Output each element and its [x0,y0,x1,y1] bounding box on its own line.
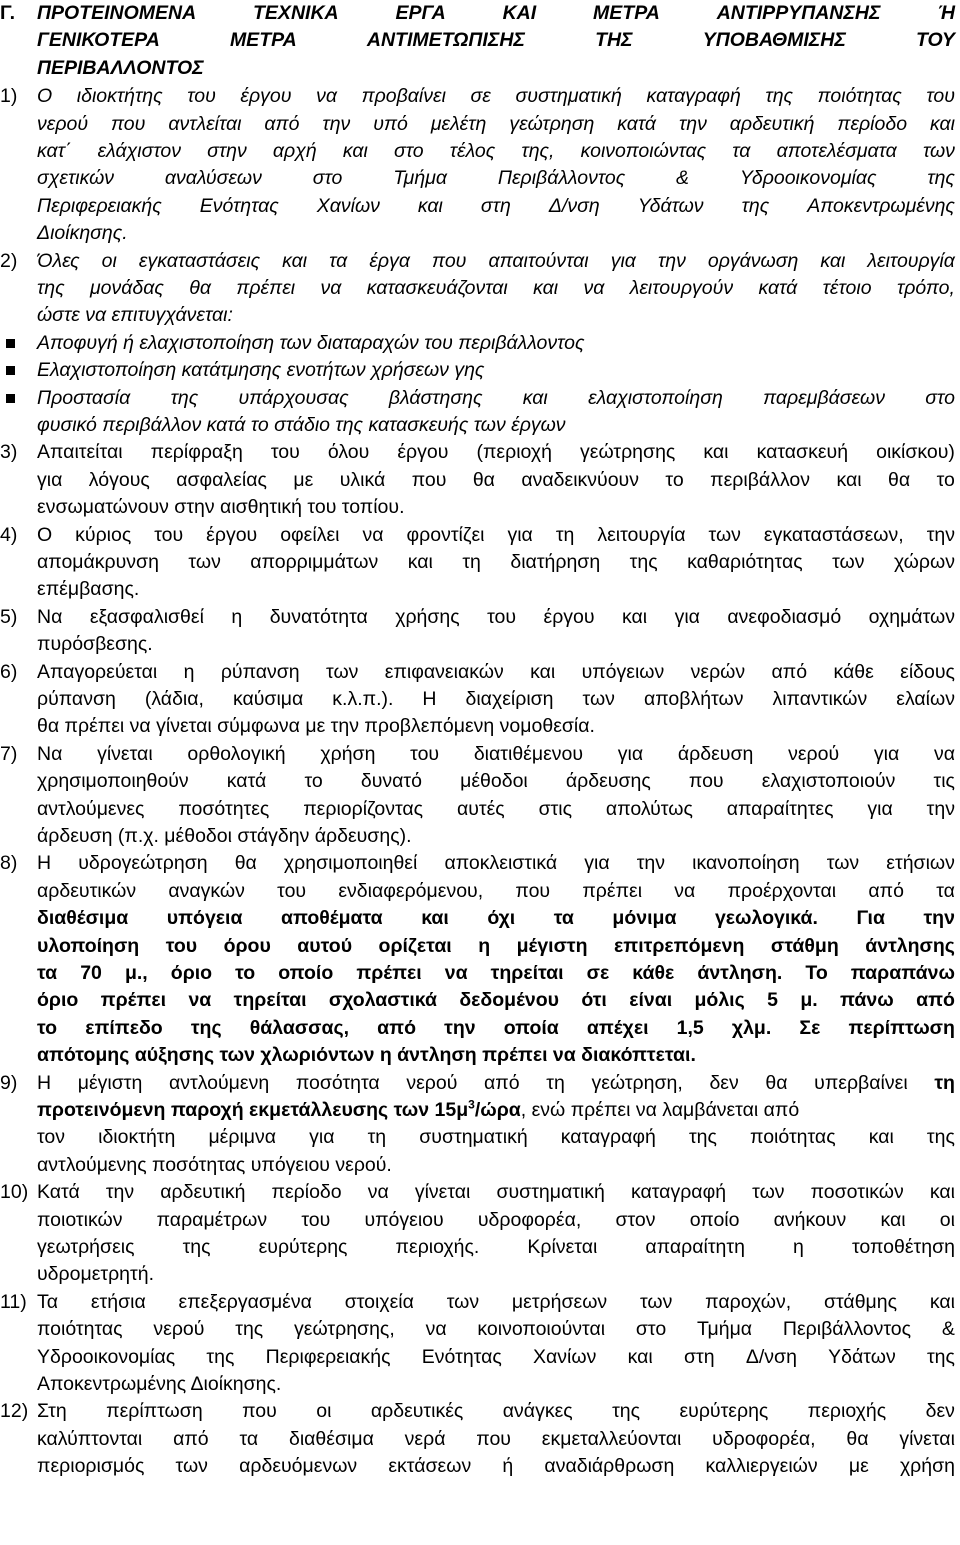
item-text-line: γεωτρήσεις της ευρύτερης περιοχής. Κρίνεται απαραίτητη η τοποθέτηση [37,1236,955,1258]
item-text-line: Περιφερειακής Ενότητας Χανίων και στη Δ/νση Υδάτων της Αποκεντρωμένης [37,194,955,217]
section-title-line: ΓΕΝΙΚΟΤΕΡΑ ΜΕΤΡΑ ΑΝΤΙΜΕΤΩΠΙΣΗΣ ΤΗΣ ΥΠΟΒΑΘΜΙΣΗΣ ΤΟΥ [37,29,955,52]
item-text-line: απομάκρυνση των απορριμμάτων και τη διατήρηση της καθαριότητας των χώρων [37,551,955,573]
bullet-icon [6,339,15,348]
item-text-line: επέμβασης. [37,578,140,601]
item-number: 9) [0,1071,18,1094]
item-number: 12) [0,1400,29,1423]
item-text-line: Τα ετήσια επεξεργασμένα στοιχεία των μετρήσεων των παροχών, στάθμης και [37,1290,955,1313]
item-text-line: τα 70 μ., όριο το οποίο πρέπει να τηρείται σε κάθε άντληση. Το παραπάνω [37,962,955,984]
item-text-line: ώστε να επιτυγχάνεται: [37,304,233,327]
item-text-line: αρδευτικών αναγκών του ενδιαφερόμενου, που πρέπει να προέρχονται από τα [37,879,955,902]
item-text-line: υδρομετρητή. [37,1263,154,1286]
item-number: 3) [0,441,18,464]
bullet-text: Ελαχιστοποίηση κατάτμησης ενοτήτων χρήσεων γης [37,359,485,382]
bullet-icon [6,394,15,403]
item-text-line: προτεινόμενη παροχή εκμετάλλευσης των $15\mu^3$/ώρα, ενώ πρέπει να λαμβάνεται από [37,1097,800,1121]
bullet-text: φυσικό περιβάλλον κατά το στάδιο της κατασκευής των έργων [37,414,566,436]
item-text-line: περιορισμός των αρδευόμενων εκτάσεων ή αναδιάρθρωση καλλιεργειών με χρήση [37,1455,955,1478]
item-number: 1) [0,85,18,108]
item-text-line: ενσωματώνουν στην αισθητική του τοπίου. [37,496,405,519]
item-text-line: αντλούμενης ποσότητας υπόγειου νερού. [37,1153,392,1176]
item-number: 5) [0,605,18,628]
item-text-line: Απαιτείται περίφραξη του όλου έργου (περιοχή γεώτρησης και κατασκευή οικίσκου) [37,441,955,464]
bullet-text: Προστασία της υπάρχουσας βλάστησης και ελαχιστοποίηση παρεμβάσεων στο [37,386,955,409]
item-number: 10) [0,1181,29,1204]
item-text-line: όριο πρέπει να τηρείται σχολαστικά δεδομένου ότι είναι μόλις 5 μ. πάνω από [37,989,955,1012]
item-text-line: Να εξασφαλισθεί η δυνατότητα χρήσης του έργου και για ανεφοδιασμό οχημάτων [37,605,955,628]
item-text-line: Η μέγιστη αντλούμενη ποσότητα νερού από τη γεώτρηση, δεν θα υπερβαίνει τη [37,1071,955,1094]
item-text-line: ποιότητας νερού της γεώτρησης, να κοινοποιούνται στο Τμήμα Περιβάλλοντος & [37,1318,955,1341]
section-title-line: ΠΕΡΙΒΑΛΛΟΝΤΟΣ [37,56,204,79]
item-text-line: ρύπανση (λάδια, καύσιμα κ.λ.π.). Η διαχείριση των αποβλήτων λιπαντικών ελαίων [37,688,955,710]
bullet-text: Αποφυγή ή ελαχιστοποίηση των διαταραχών του περιβάλλοντος [37,331,585,354]
item-text-line: Ο κύριος του έργου οφείλει να φροντίζει για τη λειτουργία των εγκαταστάσεων, την [37,523,955,546]
item-number: 11) [0,1290,27,1313]
item-text-line: της μονάδας θα πρέπει να κατασκευάζονται και να λειτουργούν κατά τέτοιο τρόπο, [37,277,955,299]
section-title-line: ΠΡΟΤΕΙΝΟΜΕΝΑ ΤΕΧΝΙΚΑ ΕΡΓΑ ΚΑΙ ΜΕΤΡΑ ΑΝΤΙΡΡΥΠΑΝΣΗΣ Ή [37,2,955,24]
item-text-line: Ο ιδιοκτήτης του έργου να προβαίνει σε συστηματική καταγραφή της ποιότητας του [37,85,955,108]
item-text-line: Η υδρογεώτρηση θα χρησιμοποιηθεί αποκλειστικά για την ικανοποίηση των ετήσιων [37,852,955,875]
item-text-line: νερού που αντλείται από την υπό μελέτη γεώτρηση κατά την αρδευτική περίοδο και [37,112,955,135]
item-text-line: Αποκεντρωμένης Διοίκησης. [37,1373,282,1395]
item-text-line: υλοποίηση του όρου αυτού ορίζεται η μέγιστη επιτρεπόμενη στάθμη άντλησης [37,934,955,957]
item-number: 7) [0,742,18,765]
item-text-line: Στη περίπτωση που οι αρδευτικές ανάγκες της ευρύτερης περιοχής δεν [37,1400,955,1423]
item-text-line: θα πρέπει να γίνεται σύμφωνα με την προβλεπόμενη νομοθεσία. [37,715,595,738]
item-text-line: χρησιμοποιηθούν κατά το δυνατό μέθοδοι άρδευσης που ελαχιστοποιούν τις [37,770,955,793]
section-letter: Γ. [0,2,15,24]
item-text-line: τον ιδιοκτήτη μέριμνα για τη συστηματική καταγραφή της ποιότητας και της [37,1126,955,1149]
item-number: 8) [0,852,18,875]
item-text-line: Κατά την αρδευτική περίοδο να γίνεται συστηματική καταγραφή των ποσοτικών και [37,1181,955,1204]
item-text-line: πυρόσβεσης. [37,633,153,656]
item-text-line: καλύπτονται από τα διαθέσιμα νερά που εκμεταλλεύονται υδροφορέα, θα γίνεται [37,1427,955,1450]
item-text-line: άρδευση (π.χ. μέθοδοι στάγδην άρδευσης). [37,825,412,847]
item-text-line: Όλες οι εγκαταστάσεις και τα έργα που απαιτούνται για την οργάνωση και λειτουργία [37,249,955,272]
item-text-line: Διοίκησης. [37,222,128,245]
item-text-line: Να γίνεται ορθολογική χρήση του διατιθέμενου για άρδευση νερού για να [37,742,955,765]
item-text-line: Απαγορεύεται η ρύπανση των επιφανειακών και υπόγειων νερών από κάθε είδους [37,660,955,683]
item-number: 2) [0,249,18,272]
item-number: 4) [0,523,18,546]
item-text-line: διαθέσιμα υπόγεια αποθέματα και όχι τα μόνιμα γεωλογικά. Για την [37,907,955,930]
item-text-line: σχετικών αναλύσεων στο Τμήμα Περιβάλλοντος & Υδροοικονομίας της [37,167,955,190]
item-number: 6) [0,660,18,683]
item-text-line: ποιοτικών παραμέτρων του υπόγειου υδροφορέα, στον οποίο ανήκουν και οι [37,1208,955,1231]
bullet-icon [6,366,15,375]
item-text-line: για λόγους ασφαλείας με υλικά που θα αναδεικνύουν το περιβάλλον και θα το [37,468,955,491]
item-text-line: αντλούμενες ποσότητες περιορίζοντας αυτές στις απολύτως απαραίτητες για την [37,797,955,820]
item-text-line: Υδροοικονομίας της Περιφερειακής Ενότητας Χανίων και στη Δ/νση Υδάτων της [37,1345,955,1368]
item-text-line: απότομης αύξησης των χλωριόντων η άντληση πρέπει να διακόπτεται. [37,1044,696,1067]
item-text-line: κατ΄ ελάχιστον στην αρχή και στο τέλος της, κοινοποιώντας τα αποτελέσματα των [37,140,955,162]
item-text-line: το επίπεδο της θάλασσας, από την οποία απέχει 1,5 χλμ. Σε περίπτωση [37,1016,955,1039]
